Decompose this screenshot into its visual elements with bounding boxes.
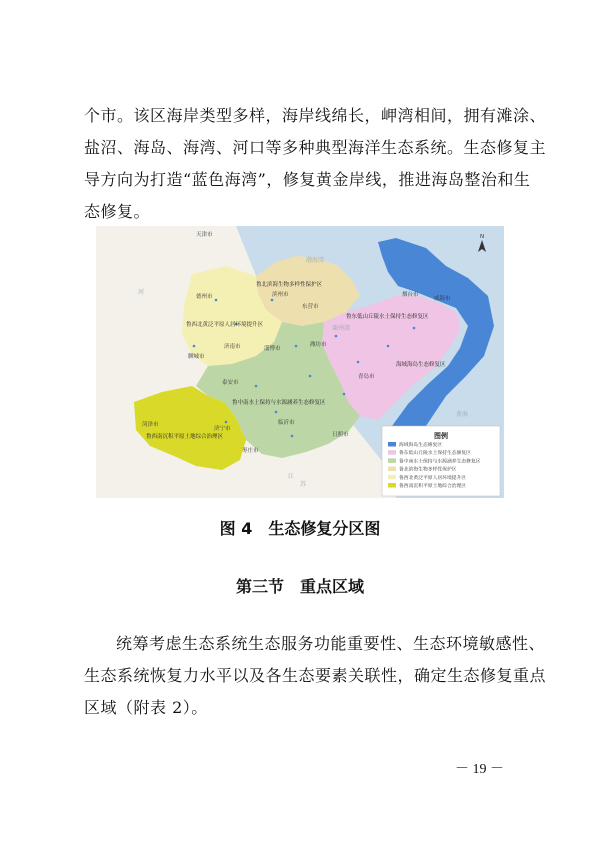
legend-label: 鲁西南沉积平原土地综合治理区 (399, 484, 467, 489)
legend-swatch (388, 475, 396, 480)
city-label: 济南市 (224, 344, 241, 350)
body-paragraph-1 (84, 100, 547, 228)
paragraph-line: 态修复。 (84, 202, 151, 221)
section-heading: 第三节 重点区域 (235, 577, 364, 596)
city-label: 临沂市 (278, 420, 295, 426)
city-label: 菏泽市 (142, 422, 159, 428)
legend-label: 鲁东低山丘陵水土保持生态修复区 (399, 451, 471, 457)
paragraph-line: 个市。该区海岸类型多样，海岸线绵长，岬湾相间，拥有滩涂、 (84, 106, 547, 125)
paragraph-line: 导方向为打造“蓝色海湾”，修复黄金岸线，推进海岛整治和生 (84, 170, 531, 189)
body-paragraph-2 (84, 628, 547, 724)
paragraph-line: 区域（附表 2）。 (84, 698, 208, 717)
city-label: 天津市 (196, 232, 213, 238)
city-label: 淄博市 (264, 346, 281, 352)
city-label: 枣庄市 (242, 448, 259, 454)
legend-label: 鲁西北黄泛平原人居环境提升区 (399, 475, 467, 481)
city-label: 潍坊市 (310, 342, 327, 348)
region-label: 鲁西北黄泛平原人居环境提升区 (186, 322, 264, 328)
region-label: 海域海岛生态修复区 (396, 362, 446, 368)
page-number: － 19 － (455, 762, 504, 777)
water-label: 黄海 (456, 411, 469, 418)
region-label: 鲁北滨海生物多样性保护区 (256, 282, 323, 288)
figure-caption: 图 4 生态修复分区图 (219, 519, 381, 538)
map-legend (382, 426, 500, 496)
legend-label: 海域海岛生态修复区 (399, 443, 443, 448)
legend-label: 鲁北滨海生物多样性保护区 (399, 467, 457, 473)
region-label: 鲁中南水土保持与水源涵养生态修复区 (232, 400, 326, 406)
paragraph-line: 统筹考虑生态系统生态服务功能重要性、生态环境敏感性、 (116, 634, 546, 653)
legend-swatch (388, 450, 396, 455)
city-label: 烟台市 (402, 292, 419, 298)
water-label: 莱州湾 (332, 325, 351, 332)
neighbor-label: 江 (288, 473, 295, 480)
city-label: 威海市 (434, 296, 451, 302)
neighbor-label: 河 (138, 289, 145, 296)
city-label: 滨州市 (272, 292, 289, 298)
city-label: 青岛市 (358, 374, 375, 380)
legend-swatch (388, 467, 396, 472)
city-label: 聊城市 (188, 354, 205, 360)
legend-swatch (388, 483, 396, 488)
water-label: 渤海湾 (306, 257, 325, 264)
map-graphic (96, 226, 504, 498)
city-label: 德州市 (196, 294, 213, 300)
city-label: 泰安市 (222, 380, 239, 386)
paragraph-line: 盐沼、海岛、海湾、河口等多种典型海洋生态系统。生态修复主 (84, 138, 547, 157)
legend-swatch (388, 458, 396, 463)
paragraph-line: 生态系统恢复力水平以及各生态要素关联性，确定生态修复重点 (84, 666, 547, 685)
ecological-restoration-zoning-map (96, 226, 504, 498)
neighbor-label: 苏 (300, 481, 307, 488)
city-label: 日照市 (332, 432, 349, 438)
city-label: 济宁市 (214, 426, 231, 432)
region-label: 鲁东低山丘陵水土保持生态修复区 (346, 314, 429, 320)
legend-title: 图例 (434, 432, 448, 440)
svg-text:N: N (480, 234, 485, 240)
legend-label: 鲁中南水土保持与水源涵养生态修复区 (399, 459, 481, 465)
region-label: 鲁西南沉积平原土地综合治理区 (146, 434, 224, 440)
city-label: 东营市 (302, 304, 319, 310)
legend-swatch (388, 442, 396, 447)
